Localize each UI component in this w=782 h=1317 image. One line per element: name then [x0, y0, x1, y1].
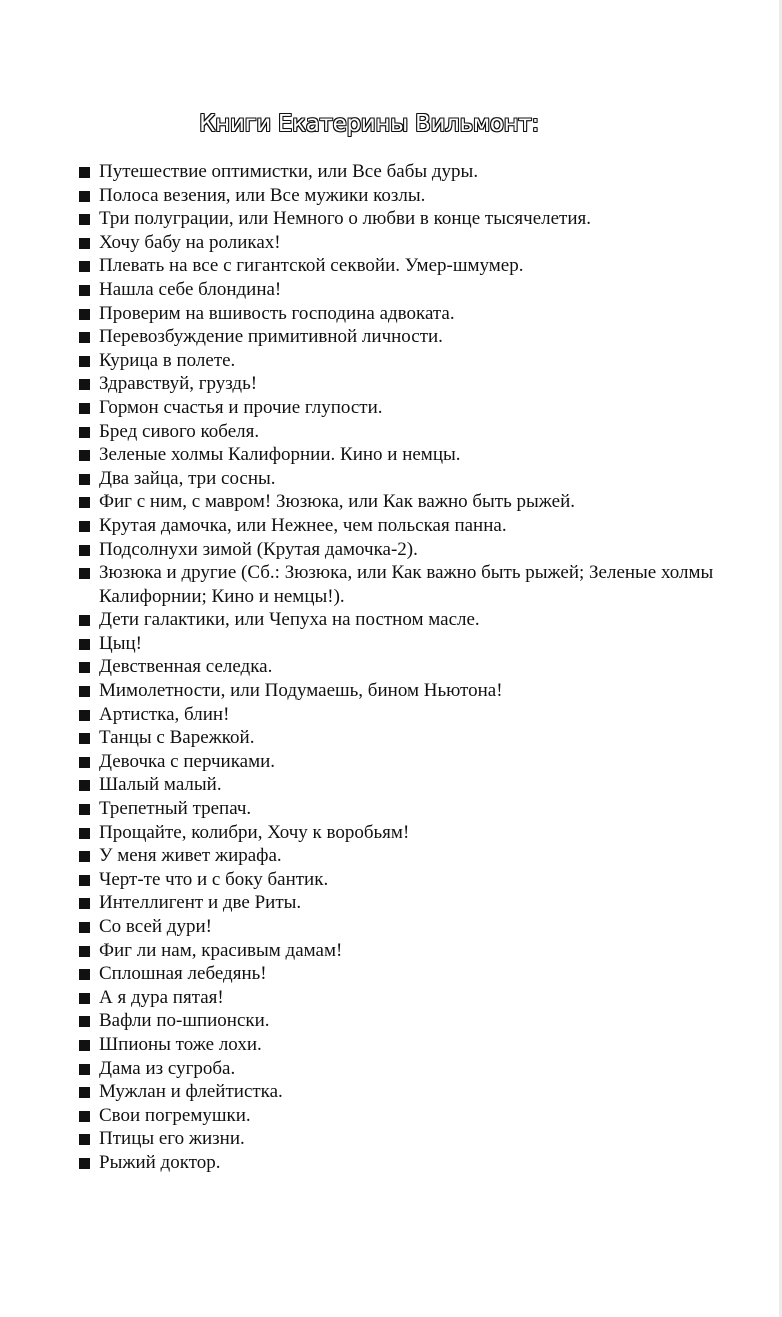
book-title: Цыц! — [99, 632, 142, 654]
list-item — [78, 538, 778, 562]
book-title: Проверим на вшивость господина адвоката. — [99, 302, 455, 324]
book-title: Дама из сугроба. — [99, 1057, 236, 1079]
book-title: Рыжий доктор. — [99, 1151, 221, 1173]
book-title: Прощайте, колибри, Хочу к воробьям! — [99, 821, 410, 843]
list-item — [78, 1057, 778, 1081]
list-item — [78, 915, 778, 939]
list-item — [78, 797, 778, 821]
list-item — [78, 160, 778, 184]
book-title: А я дура пятая! — [99, 986, 224, 1008]
page-title: Книги Екатерины Вильмонт: — [199, 111, 539, 137]
book-title: Зюзюка и другие (Сб.: Зюзюка, или Как важно быть рыжей; Зеленые холмы Калифорнии; Кино и немцы!). — [99, 562, 714, 607]
square-bullet-icon — [79, 710, 90, 721]
book-title: Трепетный трепач. — [99, 798, 252, 820]
book-title: Фиг с ним, с мавром! Зюзюка, или Как важно быть рыжей. — [99, 491, 576, 513]
list-item — [78, 254, 778, 278]
square-bullet-icon — [79, 379, 90, 390]
list-item — [78, 302, 778, 326]
square-bullet-icon — [79, 922, 90, 933]
list-item — [78, 632, 778, 656]
list-item — [78, 561, 778, 608]
list-item — [78, 372, 778, 396]
book-title: Курица в полете. — [99, 349, 236, 371]
square-bullet-icon — [79, 214, 90, 225]
book-title: Шалый малый. — [99, 774, 222, 796]
list-item — [78, 962, 778, 986]
list-item — [78, 1080, 778, 1104]
book-title: Черт-те что и с боку бантик. — [99, 868, 329, 890]
square-bullet-icon — [79, 167, 90, 178]
square-bullet-icon — [79, 969, 90, 980]
square-bullet-icon — [79, 851, 90, 862]
list-item — [78, 514, 778, 538]
square-bullet-icon — [79, 1134, 90, 1145]
square-bullet-icon — [79, 993, 90, 1004]
book-title: Здравствуй, груздь! — [99, 373, 258, 395]
list-item — [78, 325, 778, 349]
book-title: Дети галактики, или Чепуха на постном масле. — [99, 609, 480, 631]
square-bullet-icon — [79, 733, 90, 744]
list-item — [78, 868, 778, 892]
square-bullet-icon — [79, 450, 90, 461]
square-bullet-icon — [79, 427, 90, 438]
book-title: Полоса везения, или Все мужики козлы. — [99, 184, 426, 206]
square-bullet-icon — [79, 1064, 90, 1075]
book-list — [78, 160, 778, 1175]
book-title: Интеллигент и две Риты. — [99, 892, 302, 914]
list-item — [78, 231, 778, 255]
list-item — [78, 986, 778, 1010]
square-bullet-icon — [79, 757, 90, 768]
square-bullet-icon — [79, 403, 90, 414]
book-title: Свои погремушки. — [99, 1104, 251, 1126]
list-item — [78, 703, 778, 727]
book-title: Гормон счастья и прочие глупости. — [99, 396, 383, 418]
square-bullet-icon — [79, 309, 90, 320]
list-item — [78, 420, 778, 444]
square-bullet-icon — [79, 285, 90, 296]
list-item — [78, 490, 778, 514]
book-title: Мужлан и флейтистка. — [99, 1081, 283, 1103]
square-bullet-icon — [79, 568, 90, 579]
list-item — [78, 844, 778, 868]
list-item — [78, 939, 778, 963]
square-bullet-icon — [79, 497, 90, 508]
book-title: Подсолнухи зимой (Крутая дамочка-2). — [99, 538, 418, 560]
square-bullet-icon — [79, 521, 90, 532]
square-bullet-icon — [79, 332, 90, 343]
book-title: Путешествие оптимистки, или Все бабы дуры. — [99, 161, 479, 182]
book-title: Девственная селедка. — [99, 656, 273, 678]
list-item — [78, 891, 778, 915]
square-bullet-icon — [79, 191, 90, 202]
list-item — [78, 1009, 778, 1033]
square-bullet-icon — [79, 1111, 90, 1122]
list-item — [78, 467, 778, 491]
square-bullet-icon — [79, 946, 90, 957]
square-bullet-icon — [79, 1158, 90, 1169]
list-item — [78, 655, 778, 679]
square-bullet-icon — [79, 875, 90, 886]
list-item — [78, 207, 778, 231]
square-bullet-icon — [79, 1016, 90, 1027]
square-bullet-icon — [79, 545, 90, 556]
square-bullet-icon — [79, 780, 90, 791]
book-title: Зеленые холмы Калифорнии. Кино и немцы. — [99, 444, 461, 466]
book-title: Со всей дури! — [99, 916, 212, 937]
square-bullet-icon — [79, 804, 90, 815]
square-bullet-icon — [79, 1087, 90, 1098]
book-title: Фиг ли нам, красивым дамам! — [99, 939, 343, 961]
book-title: Плевать на все с гигантской секвойи. Умер-шмумер. — [99, 255, 524, 277]
square-bullet-icon — [79, 261, 90, 272]
list-item — [78, 443, 778, 467]
list-item — [78, 1104, 778, 1128]
list-item — [78, 349, 778, 373]
square-bullet-icon — [79, 898, 90, 909]
list-item — [78, 396, 778, 420]
square-bullet-icon — [79, 238, 90, 249]
book-title: Танцы с Варежкой. — [99, 727, 255, 749]
book-title: Два зайца, три сосны. — [99, 467, 276, 489]
square-bullet-icon — [79, 828, 90, 839]
book-title: Мимолетности, или Подумаешь, бином Ньютона! — [99, 680, 503, 702]
list-item — [78, 679, 778, 703]
book-title: Нашла себе блондина! — [99, 278, 282, 300]
book-title: У меня живет жирафа. — [99, 845, 282, 867]
square-bullet-icon — [79, 615, 90, 626]
list-item — [78, 726, 778, 750]
book-title: Бред сивого кобеля. — [99, 420, 260, 442]
book-title: Три полуграции, или Немного о любви в конце тысячелетия. — [99, 208, 592, 230]
book-title: Сплошная лебедянь! — [99, 963, 267, 985]
book-title: Артистка, блин! — [99, 703, 230, 725]
list-item — [78, 608, 778, 632]
square-bullet-icon — [79, 1040, 90, 1051]
list-item — [78, 773, 778, 797]
list-item — [78, 821, 778, 845]
list-item — [78, 1033, 778, 1057]
book-title: Хочу бабу на роликах! — [99, 231, 281, 253]
square-bullet-icon — [79, 356, 90, 367]
square-bullet-icon — [79, 686, 90, 697]
square-bullet-icon — [79, 474, 90, 485]
book-title: Девочка с перчиками. — [99, 750, 276, 772]
square-bullet-icon — [79, 639, 90, 650]
book-title: Крутая дамочка, или Нежнее, чем польская панна. — [99, 514, 507, 536]
square-bullet-icon — [79, 662, 90, 673]
book-title: Перевозбуждение примитивной личности. — [99, 326, 443, 348]
book-title: Вафли по-шпионски. — [99, 1010, 270, 1032]
list-item — [78, 278, 778, 302]
book-title: Шпионы тоже лохи. — [99, 1033, 262, 1055]
list-item — [78, 1151, 778, 1175]
list-item — [78, 184, 778, 208]
book-title: Птицы его жизни. — [99, 1128, 245, 1150]
list-item — [78, 1127, 778, 1151]
list-item — [78, 750, 778, 774]
